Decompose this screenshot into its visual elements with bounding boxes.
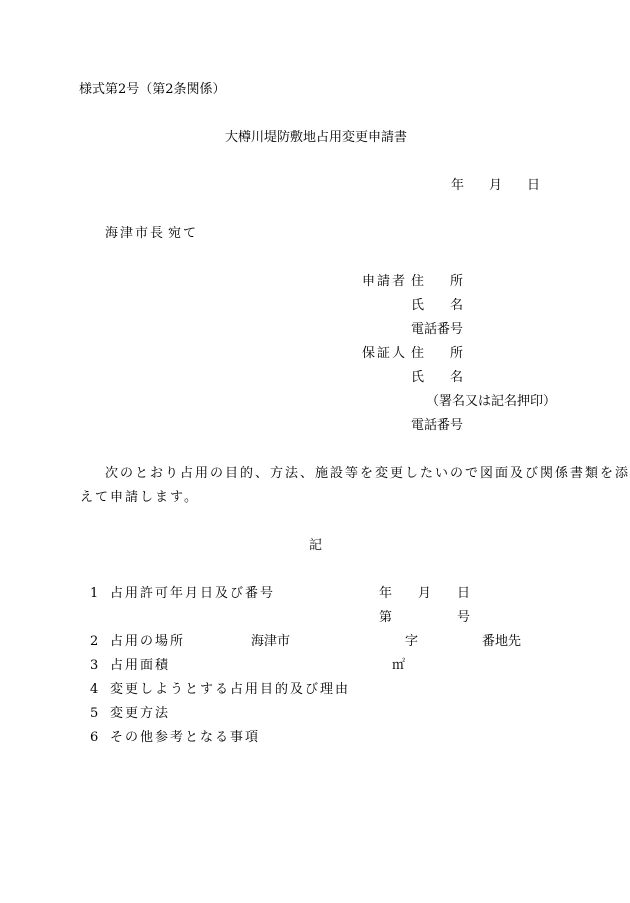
item-2-number: 2 [90, 634, 99, 649]
form-number: 様式第2号（第2条関係） [79, 82, 226, 97]
item-4-label: 変更しようとする占用目的及び理由 [110, 682, 351, 697]
applicant-address: 住 所 [411, 274, 464, 289]
item-4-number: 4 [90, 682, 99, 697]
date-day: 日 [527, 178, 541, 193]
guarantor-label: 保証人 [362, 346, 408, 361]
item-1-dai: 第 [379, 610, 393, 625]
item-1-number: 1 [90, 586, 99, 601]
body-line-1: 次のとおり占用の目的、方法、施設等を変更したいので図面及び関係書類を添 [105, 466, 630, 481]
item-3-unit: ㎡ [392, 658, 406, 673]
item-2-city: 海津市 [251, 634, 291, 649]
addressee-suffix: 宛て [168, 226, 199, 241]
item-3-label: 占用面積 [110, 658, 171, 673]
guarantor-seal-note: （署名又は記名押印） [426, 394, 557, 409]
item-1-go: 号 [457, 610, 471, 625]
date-year: 年 [451, 178, 465, 193]
item-3-number: 3 [90, 658, 99, 673]
item-1-year: 年 [379, 586, 393, 601]
guarantor-phone: 電話番号 [411, 418, 464, 433]
applicant-name: 氏 名 [411, 298, 464, 313]
section-mark: 記 [309, 538, 323, 553]
item-2-aza: 字 [405, 634, 419, 649]
item-5-label: 変更方法 [110, 706, 171, 721]
item-1-label: 占用許可年月日及び番号 [110, 586, 276, 601]
item-6-number: 6 [90, 730, 99, 745]
item-2-banchi: 番地先 [482, 634, 522, 649]
applicant-label: 申請者 [362, 274, 408, 289]
item-1-month: 月 [418, 586, 432, 601]
date-month: 月 [489, 178, 503, 193]
item-2-label: 占用の場所 [110, 634, 186, 649]
document-title: 大樽川堤防敷地占用変更申請書 [225, 130, 408, 145]
item-5-number: 5 [90, 706, 99, 721]
guarantor-address: 住 所 [411, 346, 464, 361]
applicant-phone: 電話番号 [411, 322, 464, 337]
item-6-label: その他参考となる事項 [110, 730, 261, 745]
guarantor-name: 氏 名 [411, 370, 464, 385]
addressee-name: 海津市長 [105, 226, 166, 241]
item-1-day: 日 [457, 586, 471, 601]
body-line-2: えて申請します。 [80, 490, 199, 505]
